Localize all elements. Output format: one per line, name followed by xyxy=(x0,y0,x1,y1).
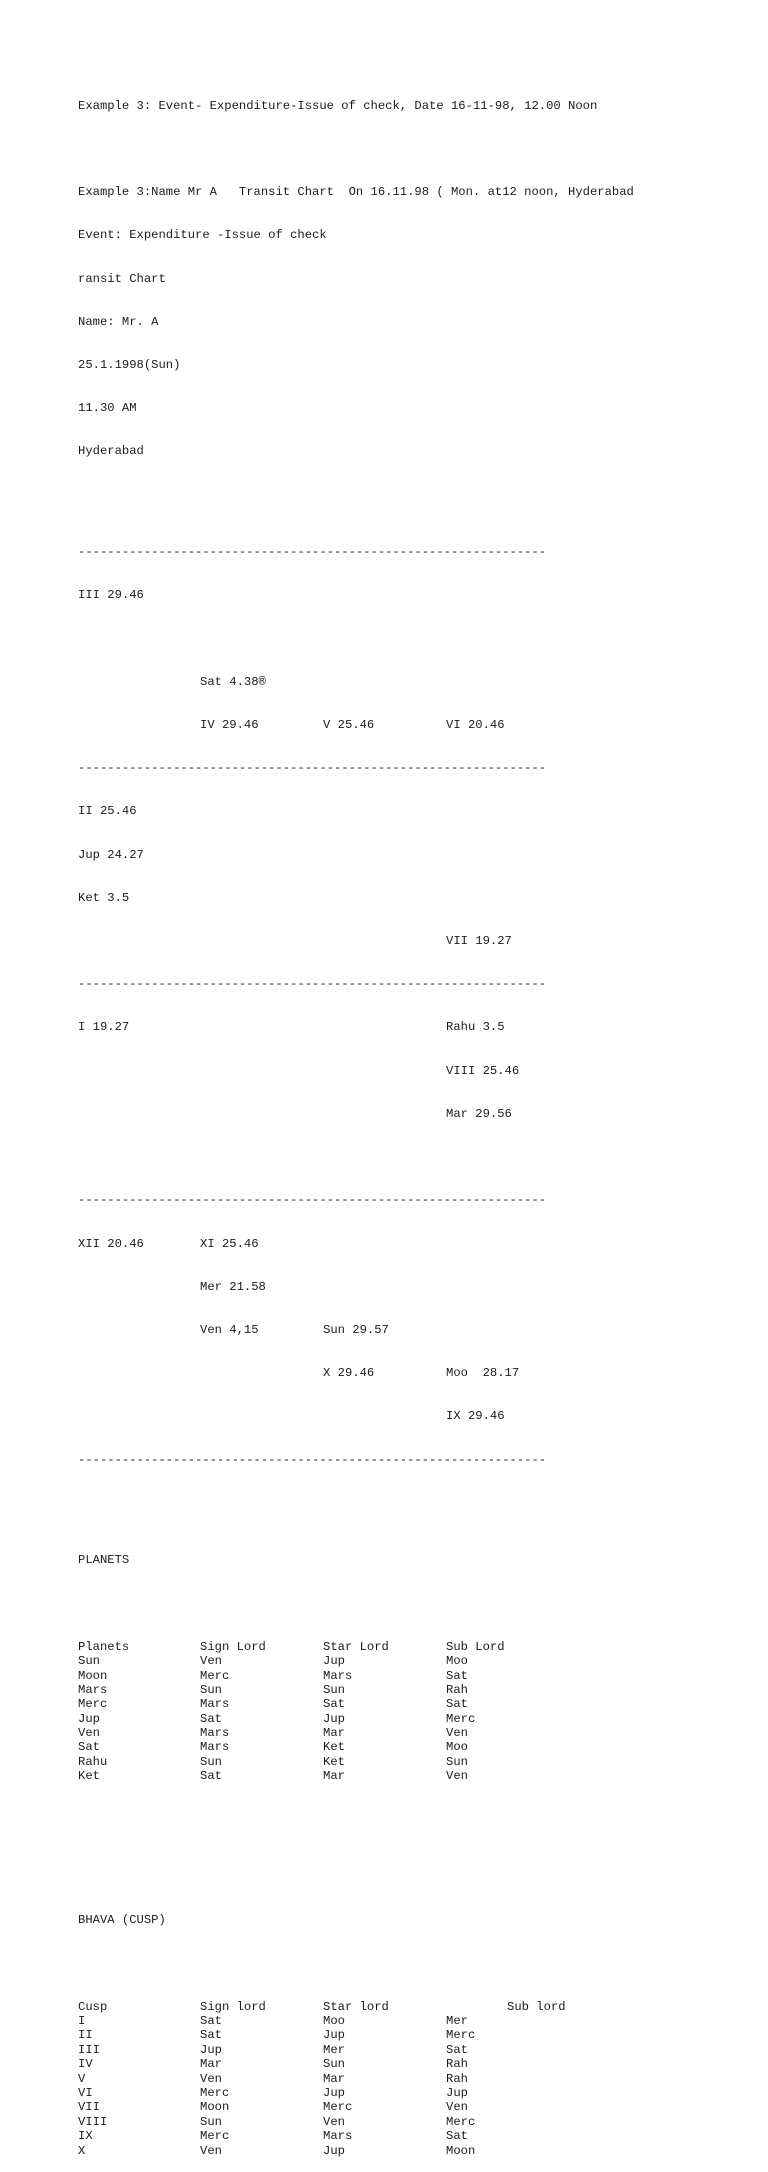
table-row xyxy=(78,2144,758,2158)
table-cell: Sun xyxy=(323,2057,345,2072)
table-row xyxy=(78,1654,758,1668)
planets-table xyxy=(78,1640,758,1784)
chart-rule: ---------------------------------------------------------------- xyxy=(78,977,547,992)
table-cell: Merc xyxy=(200,2129,230,2144)
table-cell: Merc xyxy=(446,2114,476,2129)
table-header-row xyxy=(78,1640,758,1654)
table-cell: Jup xyxy=(323,1654,345,1669)
table-cell: Sun xyxy=(323,1682,345,1697)
chart-rule: ---------------------------------------------------------------- xyxy=(78,761,547,776)
place-line: Hyderabad xyxy=(78,444,144,459)
table-cell: Rahu xyxy=(78,1754,108,1769)
chart-row: IX 29.46 xyxy=(446,1409,505,1424)
chart-row: II 25.46 xyxy=(78,804,137,819)
table-cell: Merc xyxy=(446,2028,476,2043)
table-row xyxy=(78,1755,758,1769)
column-header: Star Lord xyxy=(323,1639,389,1654)
chart-row: VIII 25.46 xyxy=(446,1063,520,1078)
chart-type-line: ransit Chart xyxy=(78,271,166,286)
table-cell: Sat xyxy=(200,2028,222,2043)
planets-title: PLANETS xyxy=(78,1553,130,1568)
table-cell: Ven xyxy=(200,1654,222,1669)
column-header: Star lord xyxy=(323,1999,389,2014)
chart-row: XII 20.46 XI 25.46 xyxy=(78,1236,259,1251)
table-cell: Jup xyxy=(78,1711,100,1726)
table-cell: Moon xyxy=(446,2143,476,2158)
column-header: Sign Lord xyxy=(200,1639,266,1654)
chart-row: Jup 24.27 xyxy=(78,847,144,862)
example-heading: Example 3: Event- Expenditure-Issue of check, Date 16-11-98, 12.00 Noon xyxy=(78,98,598,113)
chart-row: I 19.27 Rahu 3.5 xyxy=(78,1020,505,1035)
table-cell: Ket xyxy=(78,1769,100,1784)
bhava-title: BHAVA (CUSP) xyxy=(78,1913,166,1928)
table-cell: V xyxy=(78,2071,86,2086)
table-cell: Rah xyxy=(446,2071,468,2086)
table-cell: Ven xyxy=(78,1726,100,1741)
document-page xyxy=(78,70,758,2172)
table-cell: Merc xyxy=(78,1697,108,1712)
table-row xyxy=(78,2129,758,2143)
table-row xyxy=(78,2043,758,2057)
table-cell: Ven xyxy=(323,2114,345,2129)
table-cell: Ket xyxy=(323,1740,345,1755)
date-line: 25.1.1998(Sun) xyxy=(78,358,181,373)
table-cell: Merc xyxy=(446,1711,476,1726)
column-header: Cusp xyxy=(78,1999,108,2014)
table-cell: Jup xyxy=(323,2143,345,2158)
table-cell: Sun xyxy=(200,2114,222,2129)
table-cell: Mars xyxy=(200,1740,230,1755)
table-cell: Sat xyxy=(446,2042,468,2057)
table-cell: Merc xyxy=(200,1668,230,1683)
table-cell: Merc xyxy=(323,2100,353,2115)
table-cell: IV xyxy=(78,2057,93,2072)
table-row xyxy=(78,1740,758,1754)
table-cell: Sun xyxy=(200,1682,222,1697)
table-cell: Jup xyxy=(323,1711,345,1726)
table-cell: Sat xyxy=(200,2014,222,2029)
table-cell: Mar xyxy=(323,2071,345,2086)
table-cell: Mar xyxy=(200,2057,222,2072)
chart-rule: ---------------------------------------------------------------- xyxy=(78,1452,547,1467)
table-row xyxy=(78,2057,758,2071)
table-cell: Mer xyxy=(323,2042,345,2057)
table-cell: Moo xyxy=(446,1740,468,1755)
event-line: Event: Expenditure -Issue of check xyxy=(78,228,327,243)
table-cell: Mer xyxy=(446,2014,468,2029)
table-cell: Mar xyxy=(323,1726,345,1741)
table-cell: Mars xyxy=(200,1726,230,1741)
table-cell: Mar xyxy=(323,1769,345,1784)
table-cell: Sat xyxy=(446,1697,468,1712)
time-line: 11.30 AM xyxy=(78,401,137,416)
table-cell: Mars xyxy=(200,1697,230,1712)
table-cell: Ven xyxy=(200,2071,222,2086)
table-cell: Sat xyxy=(323,1697,345,1712)
table-cell: Ket xyxy=(323,1754,345,1769)
table-cell: VII xyxy=(78,2100,100,2115)
table-row xyxy=(78,1697,758,1711)
chart-rule: ---------------------------------------------------------------- xyxy=(78,1193,547,1208)
table-cell: Sat xyxy=(200,1769,222,1784)
chart-row: Ket 3.5 xyxy=(78,890,130,905)
chart-row: Mer 21.58 xyxy=(200,1279,266,1294)
table-cell: Mars xyxy=(78,1682,108,1697)
table-cell: Sat xyxy=(446,2129,468,2144)
chart-row: VII 19.27 xyxy=(446,934,512,949)
table-cell: II xyxy=(78,2028,93,2043)
table-row xyxy=(78,1712,758,1726)
chart-row: IV 29.46 V 25.46 VI 20.46 xyxy=(200,718,505,733)
table-cell: Jup xyxy=(446,2086,468,2101)
table-cell: Rah xyxy=(446,1682,468,1697)
table-cell: III xyxy=(78,2042,100,2057)
table-row xyxy=(78,1683,758,1697)
table-row xyxy=(78,2100,758,2114)
column-header: Sub Lord xyxy=(446,1639,505,1654)
table-cell: Ven xyxy=(446,1726,468,1741)
table-cell: Sun xyxy=(446,1754,468,1769)
table-cell: Ven xyxy=(200,2143,222,2158)
table-row xyxy=(78,2014,758,2028)
table-cell: Jup xyxy=(200,2042,222,2057)
name-line: Name: Mr. A xyxy=(78,314,159,329)
table-row xyxy=(78,1669,758,1683)
table-cell: VIII xyxy=(78,2114,108,2129)
table-cell: Moon xyxy=(200,2100,230,2115)
table-row xyxy=(78,2086,758,2100)
table-cell: Moo xyxy=(323,2014,345,2029)
table-cell: X xyxy=(78,2143,86,2158)
bhava-table xyxy=(78,2000,758,2158)
chart-row: III 29.46 xyxy=(78,588,144,603)
table-cell: Jup xyxy=(323,2086,345,2101)
table-cell: Mars xyxy=(323,2129,353,2144)
table-cell: Merc xyxy=(200,2086,230,2101)
table-row xyxy=(78,2072,758,2086)
table-row xyxy=(78,1769,758,1783)
table-row xyxy=(78,1726,758,1740)
table-row xyxy=(78,2115,758,2129)
table-cell: Ven xyxy=(446,2100,468,2115)
column-header: Sign lord xyxy=(200,1999,266,2014)
table-cell: Sun xyxy=(200,1754,222,1769)
column-header: Planets xyxy=(78,1639,130,1654)
table-row xyxy=(78,2028,758,2042)
table-cell: Ven xyxy=(446,1769,468,1784)
table-cell: Sat xyxy=(78,1740,100,1755)
chart-rule: ---------------------------------------------------------------- xyxy=(78,545,547,560)
table-header-row xyxy=(78,2000,758,2014)
table-cell: Sat xyxy=(446,1668,468,1683)
table-cell: VI xyxy=(78,2086,93,2101)
chart-row: Sat 4.38® xyxy=(200,674,266,689)
table-cell: I xyxy=(78,2014,86,2029)
table-cell: Sun xyxy=(78,1654,100,1669)
chart-row: X 29.46 Moo 28.17 xyxy=(323,1366,520,1381)
table-cell: Rah xyxy=(446,2057,468,2072)
chart-row: Ven 4,15 Sun 29.57 xyxy=(200,1322,389,1337)
table-cell: Sat xyxy=(200,1711,222,1726)
table-cell: Moon xyxy=(78,1668,108,1683)
chart-row: Mar 29.56 xyxy=(446,1106,512,1121)
table-cell: Moo xyxy=(446,1654,468,1669)
table-cell: Mars xyxy=(323,1668,353,1683)
table-cell: Jup xyxy=(323,2028,345,2043)
example-name-line: Example 3:Name Mr A Transit Chart On 16.11.98 ( Mon. at12 noon, Hyderabad xyxy=(78,185,634,200)
table-cell: IX xyxy=(78,2129,93,2144)
column-header: Sub lord xyxy=(507,1999,566,2014)
